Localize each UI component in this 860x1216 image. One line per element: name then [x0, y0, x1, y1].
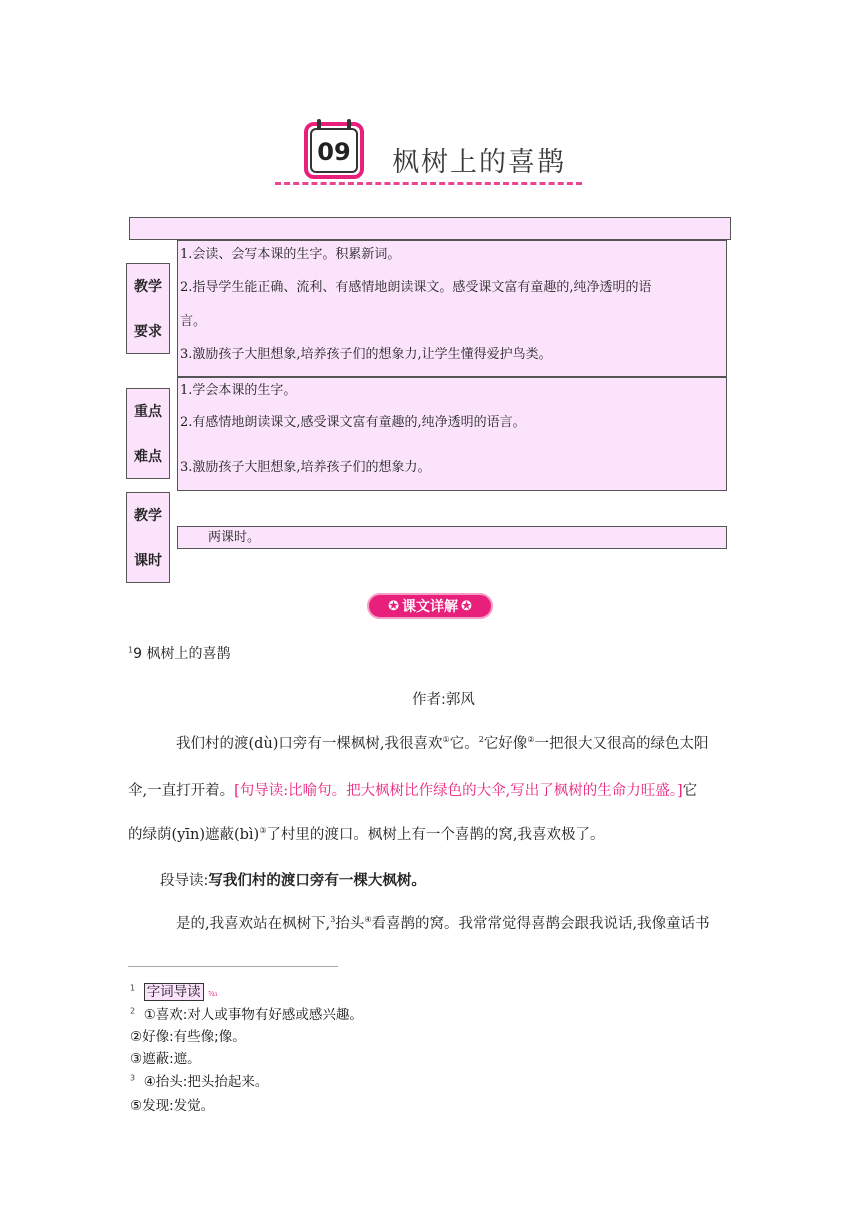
footnote-5: $^3$ ④抬头:把头抬起来。: [130, 1073, 269, 1090]
lesson-number: 09: [317, 138, 351, 166]
section-ribbon-label: 课文详解: [402, 599, 458, 615]
title-underline: [275, 182, 582, 185]
footnote-2: $^2$ ①喜欢:对人或事物有好感或感兴趣。: [130, 1006, 363, 1023]
paragraph-1-line-2: 伞,一直打开着。[句导读:比喻句。把大枫树比作绿色的大伞,写出了枫树的生命力旺盛。]它: [128, 783, 698, 799]
lesson-title: 枫树上的喜鹊: [392, 147, 566, 178]
row-label-key-points: [126, 388, 170, 479]
footnote-4: ③遮蔽:遮。: [130, 1051, 201, 1067]
footnote-marker: 1: [128, 645, 134, 655]
article-title: [128, 643, 230, 663]
paragraph-1-line-1: 我们村的渡(dù)口旁有一棵枫树,我很喜欢①它。$^2$它好像②一把很大又很高的绿色太阳: [176, 735, 709, 752]
section-ribbon: [367, 593, 493, 619]
goal-line-2: 2.指导学生能正确、流利、有感情地朗读课文。感受课文富有童趣的,纯净透明的语: [180, 280, 652, 295]
star-icon: ✪: [388, 598, 399, 614]
footnote-6: ⑤发现:发觉。: [130, 1098, 215, 1114]
key-line-1: 1.学会本课的生字。: [180, 383, 297, 398]
row-label-top: 教学: [134, 508, 162, 525]
paragraph-guide-text: 写我们村的渡口旁有一棵大枫树。: [208, 873, 426, 889]
row-label-bottom: 难点: [134, 448, 162, 465]
footnote-3: ②好像:有些像;像。: [130, 1029, 246, 1045]
star-icon: ✪: [461, 598, 472, 614]
paragraph-guide-label: 段导读:: [160, 873, 209, 889]
vocab-guide-label: 字词导读: [144, 983, 204, 1001]
table-header-strip: [129, 217, 731, 240]
goal-line-1: 1.会读、会写本课的生字。积累新词。: [180, 247, 401, 262]
article-author: 作者:郭风: [412, 692, 475, 708]
paragraph-guide: [160, 869, 426, 890]
goal-line-3: 3.激励孩子大胆想象,培养孩子们的想象力,让学生懂得爱护鸟类。: [180, 347, 552, 362]
row-label-bottom: 要求: [134, 323, 162, 340]
paragraph-1-line-3: 的绿荫(yīn)遮蔽(bì)③了村里的渡口。枫树上有一个喜鹊的窝,我喜欢极了。: [128, 826, 605, 843]
sentence-guide: [句导读:比喻句。把大枫树比作绿色的大伞,写出了枫树的生命力旺盛。]: [234, 783, 683, 799]
row-label-teaching-goals: [126, 263, 170, 354]
row-label-class-hours: [126, 492, 170, 583]
row-label-top: 重点: [134, 404, 162, 421]
key-line-3: 3.激励孩子大胆想象,培养孩子们的想象力。: [180, 460, 431, 475]
paragraph-2-line-1: 是的,我喜欢站在枫树下,$^3$抬头④看喜鹊的窝。我常常觉得喜鹊会跟我说话,我像童话书: [176, 915, 710, 932]
goal-line-2-cont: 言。: [180, 314, 207, 329]
lesson-number-badge: [303, 118, 365, 180]
footnote-1: $^1$ 字词导读 ³⁄₄₁: [130, 983, 218, 1000]
footnote-separator: [128, 966, 338, 967]
row-label-top: 教学: [134, 279, 162, 296]
class-hours-text: 两课时。: [208, 530, 261, 545]
key-line-2: 2.有感情地朗读课文,感受课文富有童趣的,纯净透明的语言。: [180, 415, 526, 430]
article-title-text: 9 枫树上的喜鹊: [133, 646, 231, 662]
row-label-bottom: 课时: [134, 552, 162, 569]
